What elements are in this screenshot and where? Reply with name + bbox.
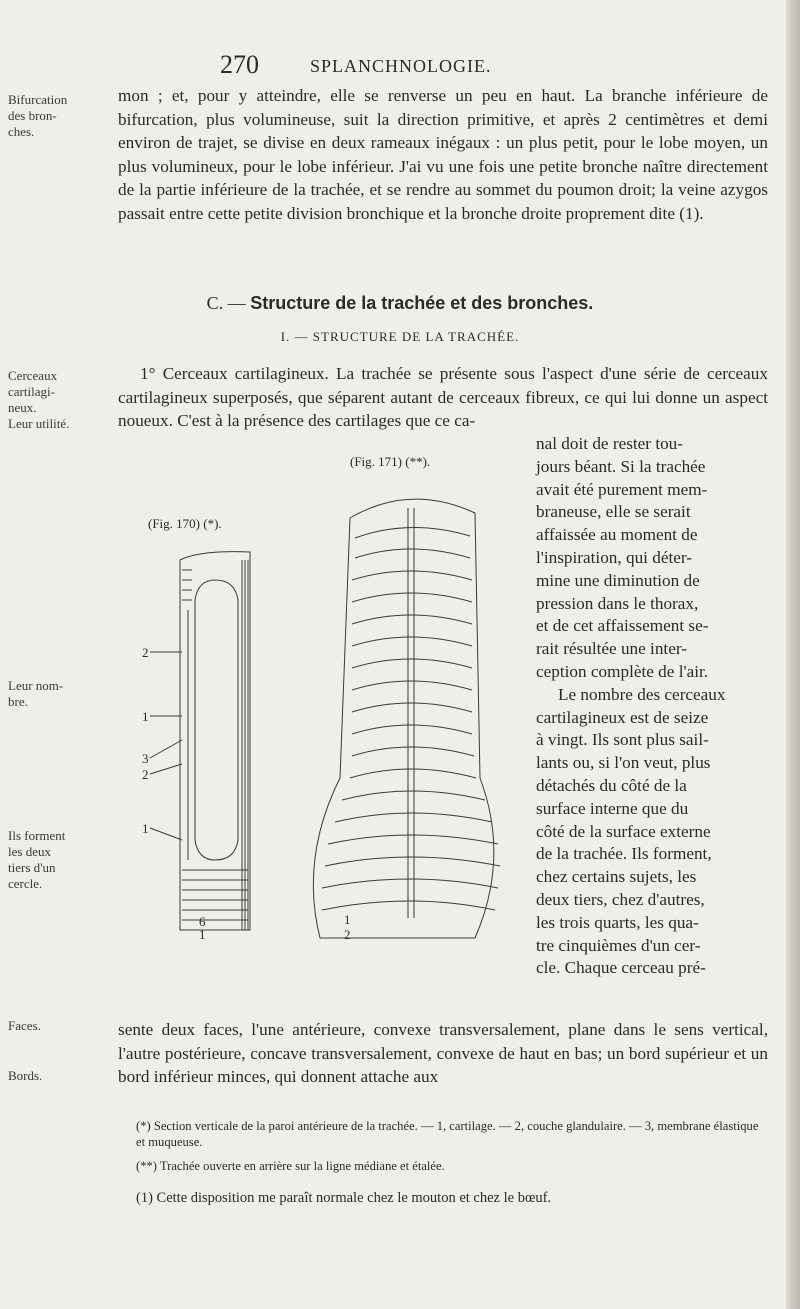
page-header — [0, 50, 800, 80]
fig171-rings — [322, 527, 500, 910]
margin-note-line: Leur utilité. — [8, 416, 70, 431]
margin-note-tiers — [8, 828, 90, 892]
section-title — [0, 293, 800, 314]
fig170-label: 6 — [199, 914, 206, 929]
margin-note-nombre — [8, 678, 90, 710]
fig170-label: 1 — [199, 927, 206, 942]
margin-note-line: cercle. — [8, 876, 43, 891]
margin-note-line: les deux — [8, 844, 51, 859]
footnote-1: (1) Cette disposition me paraît normale chez le mouton et chez le bœuf. — [136, 1190, 552, 1206]
column-line: les trois quarts, les qua- — [536, 912, 699, 932]
page-number: 270 — [220, 50, 259, 79]
fig170-label: 1 — [142, 821, 149, 836]
intro-paragraph — [118, 84, 768, 225]
column-line: détachés du côté de la — [536, 775, 687, 795]
fig171-caption: (Fig. 171) (**). — [350, 454, 431, 469]
paragraph-text: 1° Cerceaux cartilagineux. La trachée se présente sous l'aspect d'une série de cerceaux cartilagineux superposés, que séparent autant de cerceaux fibreux, ce qui lui donne un aspect noueux. C'est à la présence des cartilages que ce ca- — [118, 364, 768, 430]
margin-note-line: Cerceaux — [8, 368, 58, 383]
paragraph-text: mon ; et, pour y atteindre, elle se renverse un peu en haut. La branche inférieure de bifurcation, plus volumineuse, suit la direction primitive, et après 2 centimètres et demi environ de trajet, se divise en deux rameaux inégaux : un plus petit, pour le lobe moyen, un plus volumineux, pour le lobe inférieur. J'ai vu une fois une petite bronche naître directement de la partie inférieure de la trachée, et se rendre au sommet du poumon droit; la veine azygos passait entre cette petite division bronchique et la bronche droite proprement dite (1). — [118, 86, 768, 223]
page-edge — [786, 0, 800, 1309]
fig170-caption: (Fig. 170) (*). — [148, 516, 222, 531]
margin-note-bifurcation — [8, 92, 90, 140]
fig170-illustration — [140, 540, 280, 940]
fig170-outline — [180, 552, 250, 930]
section-prefix: C. — — [206, 293, 246, 313]
fig170-cartilage — [195, 580, 238, 860]
fig170-label: 1 — [142, 709, 149, 724]
column-line: surface interne que du — [536, 798, 689, 818]
column-line: avait été purement mem- — [536, 479, 708, 499]
column-line: ception complète de l'air. — [536, 661, 709, 681]
column-line: mine une diminution de — [536, 570, 700, 590]
footnote-fig170: (*) Section verticale de la paroi antérieure de la trachée. — 1, cartilage. — 2, couche glandulaire. — 3, membrane élastique et muqueuse. — [136, 1119, 759, 1149]
fig170-label: 3 — [142, 751, 149, 766]
column-line: affaissée au moment de — [536, 525, 698, 545]
column-line: pression dans le thorax, — [536, 593, 699, 613]
column-line: et de cet affaissement se- — [536, 616, 709, 636]
column-line: tre cinquièmes d'un cer- — [536, 935, 701, 955]
fig171-label: 1 — [344, 912, 351, 927]
running-title: SPLANCHNOLOGIE. — [310, 56, 492, 76]
column-text-1 — [536, 433, 768, 980]
subsection-title: I. — STRUCTURE DE LA TRACHÉE. — [280, 329, 520, 344]
margin-note-cerceaux — [8, 368, 90, 432]
margin-note-bords: Bords. — [8, 1068, 43, 1083]
column-line: Le nombre des cerceaux — [558, 684, 726, 704]
fig170-vertical-lines — [188, 560, 248, 930]
column-line: deux tiers, chez d'autres, — [536, 889, 705, 909]
column-line: nal doit de rester tou- — [536, 434, 684, 453]
fig171-outline — [313, 499, 494, 938]
footnote-fig171: (**) Trachée ouverte en arrière sur la ligne médiane et étalée. — [136, 1159, 445, 1173]
fig171-label: 2 — [344, 927, 351, 942]
column-line: de la trachée. Ils forment, — [536, 844, 712, 864]
paragraph-text: sente deux faces, l'une antérieure, convexe transversalement, plane dans le sens vertical, l'autre postérieure, concave transversalement, convexe de haut en bas; un bord supérieur et un bord inférieur minces, qui donnent attache aux — [118, 1020, 768, 1086]
margin-note-line: cartilagi- — [8, 384, 55, 399]
margin-note-faces: Faces. — [8, 1018, 41, 1033]
column-line: l'inspiration, qui déter- — [536, 547, 692, 567]
margin-note-line: neux. — [8, 400, 37, 415]
column-line: cle. Chaque cerceau pré- — [536, 958, 706, 978]
paragraph-cerceaux — [118, 362, 768, 433]
column-line: chez certains sujets, les — [536, 867, 697, 887]
section-heading: Structure de la trachée et des bronches. — [250, 293, 594, 313]
column-line: côté de la surface externe — [536, 821, 711, 841]
column-line: à vingt. Ils sont plus sail- — [536, 730, 709, 750]
column-line: jours béant. Si la trachée — [536, 456, 706, 476]
margin-note-line: Leur nom- — [8, 678, 64, 693]
margin-note-line: tiers d'un — [8, 860, 56, 875]
column-line: rait résultée une inter- — [536, 639, 687, 659]
column-line: lants ou, si l'on veut, plus — [536, 753, 711, 773]
paragraph-faces — [118, 1018, 768, 1089]
margin-note-line: Bifurcation — [8, 92, 68, 107]
fig171-illustration — [280, 478, 535, 943]
column-line: cartilagineux est de seize — [536, 707, 709, 727]
fig170-label: 2 — [142, 767, 149, 782]
fig170-label: 2 — [142, 645, 149, 660]
margin-note-line: ches. — [8, 124, 35, 139]
column-line: braneuse, elle se serait — [536, 502, 691, 522]
margin-note-line: des bron- — [8, 108, 57, 123]
margin-note-line: Ils forment — [8, 828, 66, 843]
margin-note-line: bre. — [8, 694, 28, 709]
